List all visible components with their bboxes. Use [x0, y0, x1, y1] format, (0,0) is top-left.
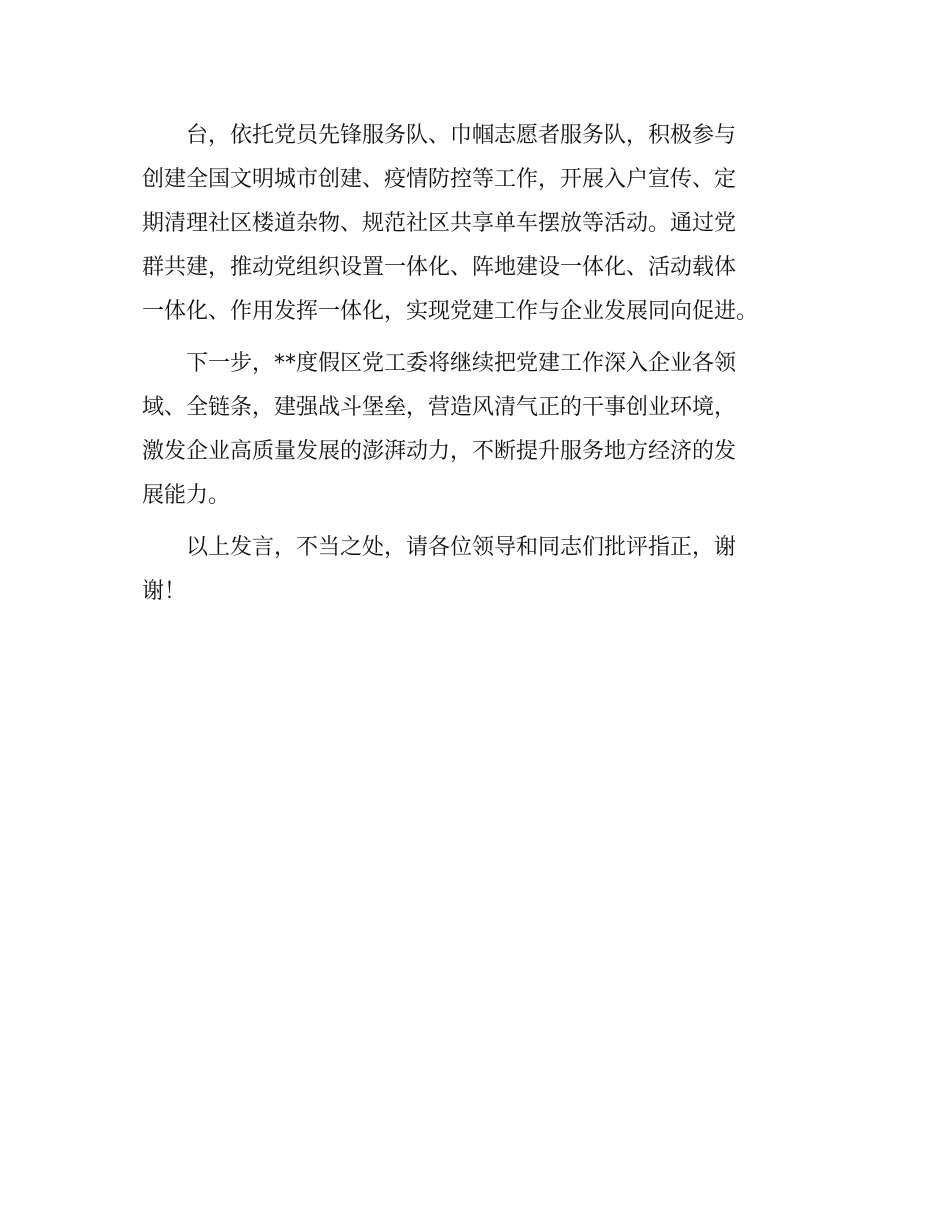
paragraph-line: 创建全国文明城市创建、疫情防控等工作，开展入户宣传、定	[142, 167, 737, 192]
paragraph-line: 下一步，**度假区党工委将继续把党建工作深入企业各领	[142, 351, 737, 376]
paragraph-spacer	[142, 334, 832, 342]
paragraph-spacer	[142, 518, 832, 526]
paragraph-line: 域、全链条，建强战斗堡垒，营造风清气正的干事创业环境，	[142, 395, 737, 420]
paragraph-line: 谢！	[142, 579, 187, 604]
paragraph-line: 展能力。	[142, 483, 231, 508]
document-body	[142, 114, 832, 614]
paragraph-closing	[142, 526, 832, 614]
paragraph-line: 群共建，推动党组织设置一体化、阵地建设一体化、活动载体	[142, 255, 737, 280]
paragraph-party-building	[142, 114, 832, 334]
paragraph-next-steps	[142, 342, 832, 518]
paragraph-line: 期清理社区楼道杂物、规范社区共享单车摆放等活动。通过党	[142, 211, 737, 236]
paragraph-line: 激发企业高质量发展的澎湃动力，不断提升服务地方经济的发	[142, 439, 737, 464]
paragraph-line: 台，依托党员先锋服务队、巾帼志愿者服务队，积极参与	[142, 123, 737, 148]
paragraph-line: 以上发言，不当之处，请各位领导和同志们批评指正，谢	[142, 535, 737, 560]
paragraph-line: 一体化、作用发挥一体化，实现党建工作与企业发展同向促进。	[142, 299, 759, 324]
